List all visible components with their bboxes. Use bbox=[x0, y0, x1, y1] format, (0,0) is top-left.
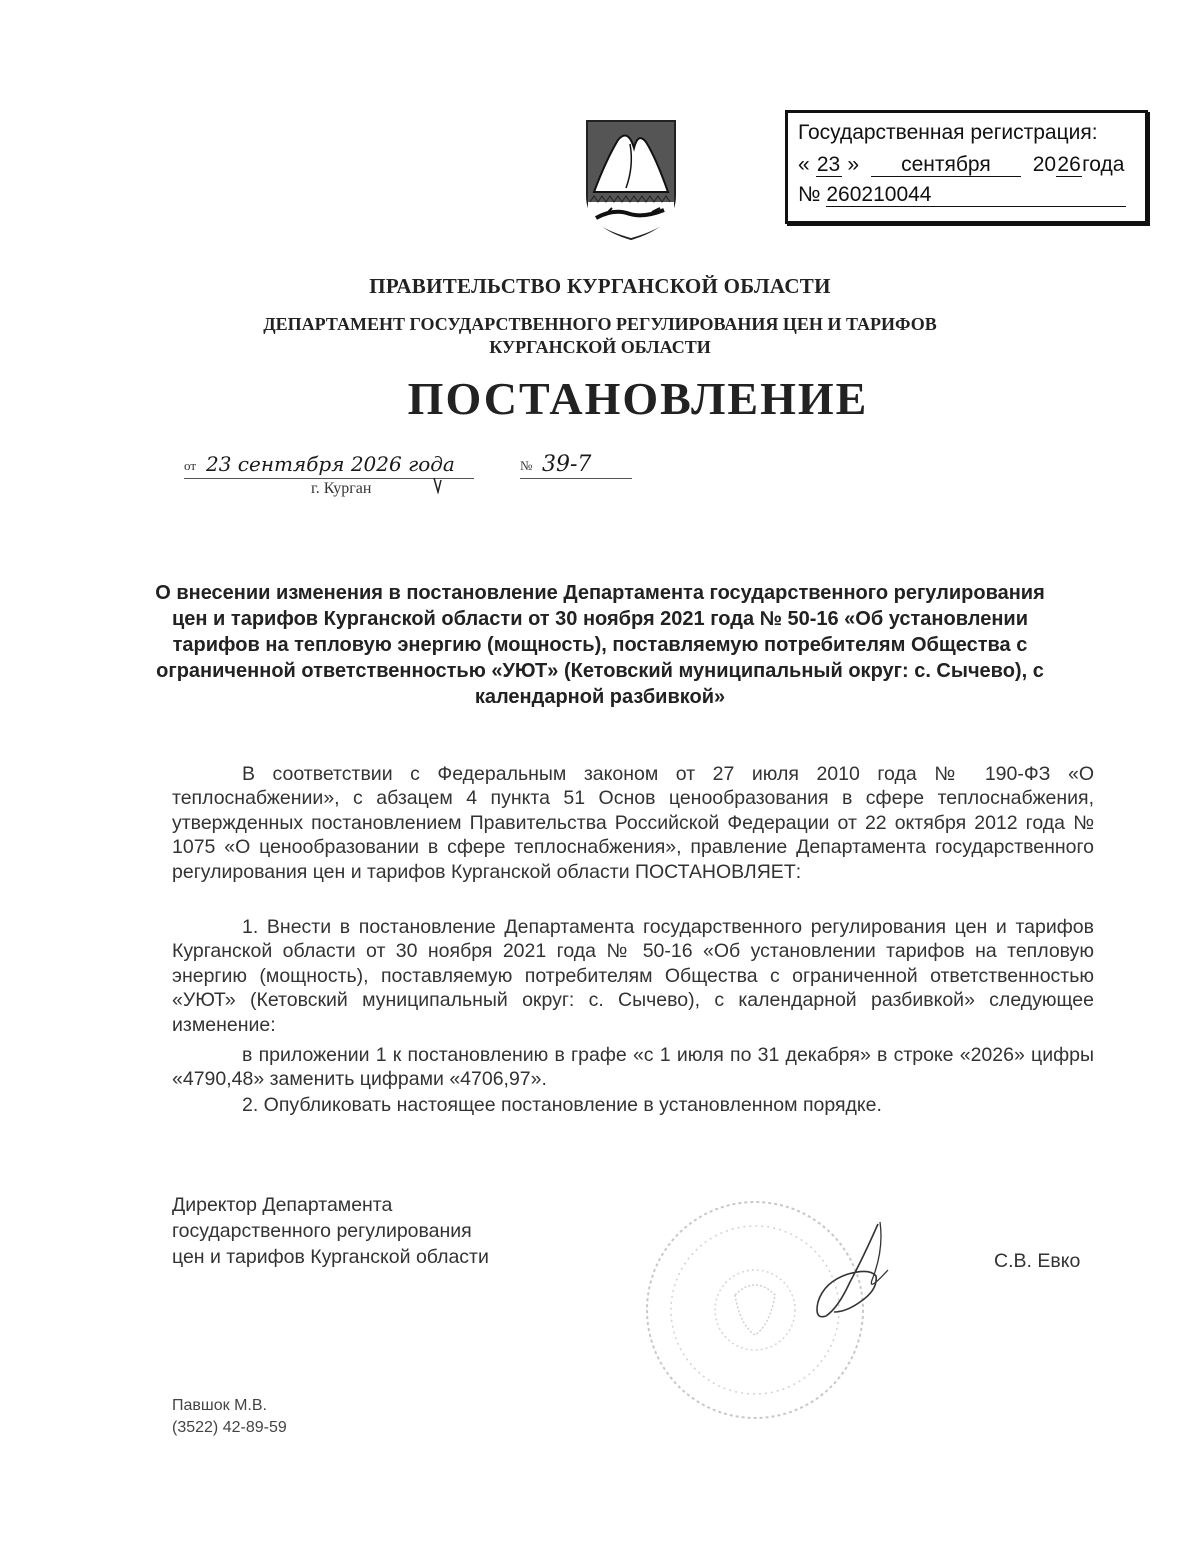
document-subject: О внесении изменения в постановление Департамента государственного регулирования цен и тарифов Курганской области от 30 ноября 2021 года № 50-16 «Об установлении тарифов на тепловую энергию (мощность), поставляемую потребителям Общества с ограниченной ответственностью «УЮТ» (Кетовский муниципальный округ: с. Сычево), с календарной разбивкой» bbox=[155, 582, 1045, 708]
checkmark-icon bbox=[432, 476, 444, 494]
department-title-line2: КУРГАНСКОЙ ОБЛАСТИ bbox=[489, 337, 711, 357]
registration-number: № 260210044 bbox=[798, 179, 1126, 211]
item2-paragraph: 2. Опубликовать настоящее постановление в установленном порядке. bbox=[242, 1094, 882, 1116]
registration-day: 23 bbox=[816, 153, 841, 176]
number-field: № 39-7 bbox=[520, 450, 632, 479]
registration-box bbox=[785, 110, 1148, 224]
signer-name: С.В. Евко bbox=[994, 1250, 1081, 1272]
registration-heading: Государственная регистрация: bbox=[798, 121, 1098, 144]
coat-of-arms-icon bbox=[584, 118, 678, 242]
document-type-title: ПОСТАНОВЛЕНИЕ bbox=[407, 373, 869, 424]
signatory-position: Директор Департамента государственного регулирования цен и тарифов Курганской области bbox=[172, 1194, 489, 1268]
preamble-paragraph: В соответствии с Федеральным законом от 27 июля 2010 года № 190-ФЗ «О теплоснабжении», с абзацем 4 пункта 51 Основ ценообразования в сфере теплоснабжения, утвержденных постановлением Правительства Российской Федерации от 22 октября 2012 года № 1075 «О ценообразовании в сфере теплоснабжения», правление Департамента государственного регулирования цен и тарифов Курганской области ПОСТАНОВЛЯЕТ: bbox=[172, 763, 1094, 883]
registration-date: « 23 » сентября 2026года bbox=[798, 153, 1125, 176]
handwritten-number: 39-7 bbox=[542, 452, 592, 477]
executor-phone: (3522) 42-89-59 bbox=[172, 1419, 287, 1436]
department-title-line1: ДЕПАРТАМЕНТ ГОСУДАРСТВЕННОГО РЕГУЛИРОВАНИЯ ЦЕН И ТАРИФОВ bbox=[263, 314, 937, 334]
government-title: ПРАВИТЕЛЬСТВО КУРГАНСКОЙ ОБЛАСТИ bbox=[369, 274, 831, 298]
item1-paragraph: 1. Внести в постановление Департамента государственного регулирования цен и тарифов Курганской области от 30 ноября 2021 года № 50-16 «Об установлении тарифов на тепловую энергию (мощность), поставляемую потребителям Общества с ограниченной ответственностью «УЮТ» (Кетовский муниципальный округ: с. Сычево), с календарной разбивкой» следующее изменение: bbox=[172, 916, 1094, 1036]
city: г. Курган bbox=[311, 480, 372, 497]
registration-month: сентября bbox=[871, 154, 1021, 177]
item1-detail-paragraph: в приложении 1 к постановлению в графе «с 1 июля по 31 декабря» в строке «2026» цифры «4790,48» заменить цифрами «4706,97». bbox=[172, 1044, 1094, 1091]
executor-info bbox=[172, 1395, 287, 1439]
registration-year: 26 bbox=[1057, 153, 1081, 176]
executor-name: Павшок М.В. bbox=[172, 1397, 267, 1414]
handwritten-date: 23 сентября 2026 года bbox=[206, 452, 455, 476]
date-field: от 23 сентября 2026 года bbox=[184, 450, 474, 479]
handwritten-signature-icon bbox=[790, 1220, 910, 1330]
